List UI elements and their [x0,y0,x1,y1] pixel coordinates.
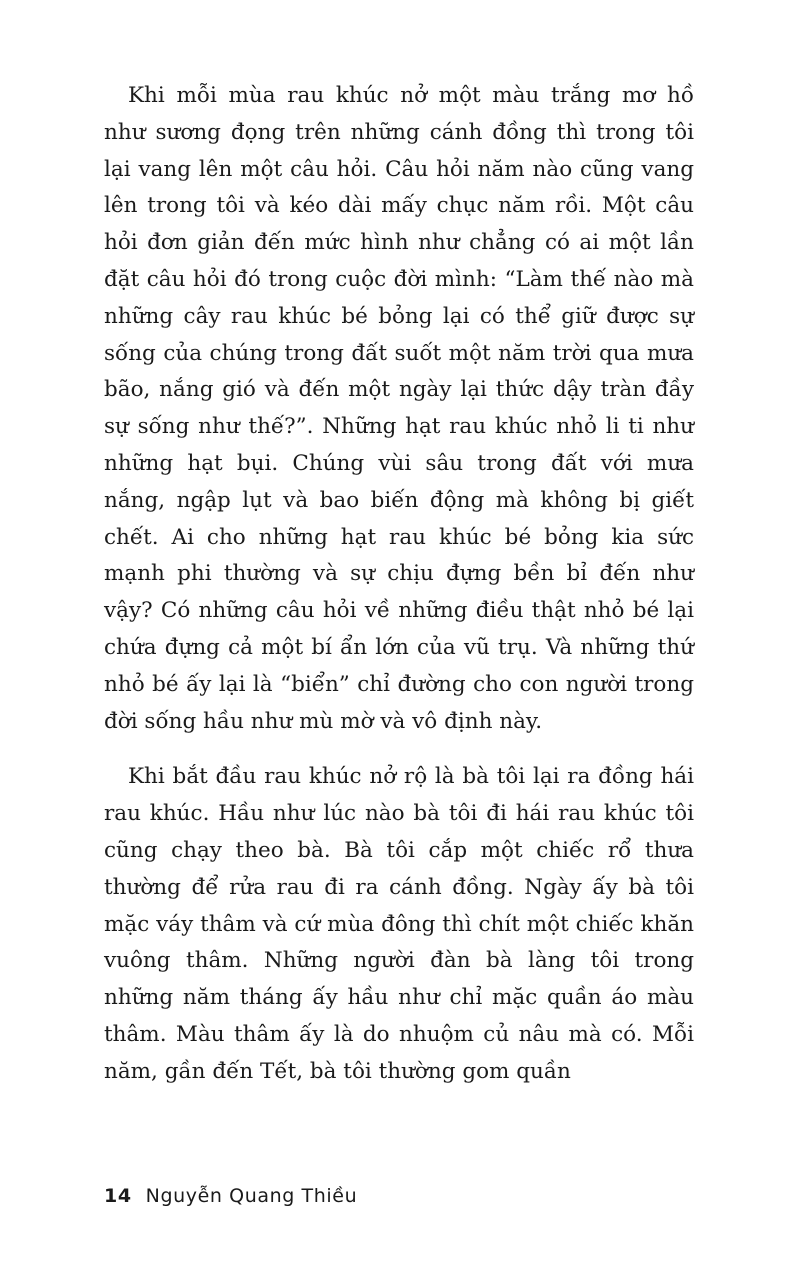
paragraph-1: Khi mỗi mùa rau khúc nở một màu trắng mơ hồ như sương đọng trên những cánh đồng thì trong tôi lại vang lên một câu hỏi. Câu hỏi năm nào cũng vang lên trong tôi và kéo dài mấy chục năm rồi. Một câu hỏi đơn giản đến mức hình như chẳng có ai một lần đặt câu hỏi đó trong cuộc đời mình: “Làm thế nào mà những cây rau khúc bé bỏng lại có thể giữ được sự sống của chúng trong đất suốt một năm trời qua mưa bão, nắng gió và đến một ngày lại thức dậy tràn đầy sự sống như thế?”. Những hạt rau khúc nhỏ li ti như những hạt bụi. Chúng vùi sâu trong đất với mưa nắng, ngập lụt và bao biến động mà không bị giết chết. Ai cho những hạt rau khúc bé bỏng kia sức mạnh phi thường và sự chịu đựng bền bỉ đến như vậy? Có những câu hỏi về những điều thật nhỏ bé lại chứa đựng cả một bí ẩn lớn của vũ trụ. Và những thứ nhỏ bé ấy lại là “biển” chỉ đường cho con người trong đời sống hầu như mù mờ và vô định này. [104,83,694,734]
paragraph-2: Khi bắt đầu rau khúc nở rộ là bà tôi lại ra đồng hái rau khúc. Hầu như lúc nào bà tôi đi hái rau khúc tôi cũng chạy theo bà. Bà tôi cắp một chiếc rổ thưa thường để rửa rau đi ra cánh đồng. Ngày ấy bà tôi mặc váy thâm và cứ mùa đông thì chít một chiếc khăn vuông thâm. Những người đàn bà làng tôi trong những năm tháng ấy hầu như chỉ mặc quần áo màu thâm. Màu thâm ấy là do nhuộm củ nâu mà có. Mỗi năm, gần đến Tết, bà tôi thường gom quần [104,764,694,1084]
page-number: 14 [104,1185,132,1207]
author-name: Nguyễn Quang Thiều [145,1185,358,1207]
page-footer [104,1184,357,1208]
page-body [104,78,694,1091]
